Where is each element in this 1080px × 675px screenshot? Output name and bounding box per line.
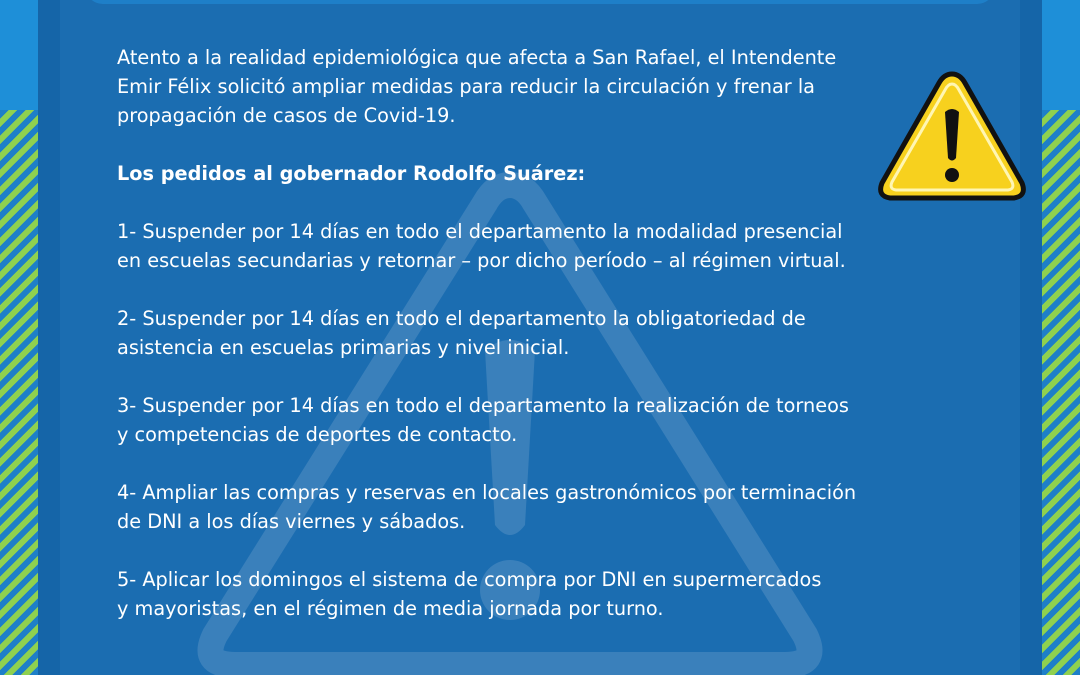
left-stripe-top [0,0,38,110]
request-item-3: 3- Suspender por 14 días en todo el departamento la realización de torneos y competencias de deportes de contacto. [117,394,849,446]
right-stripe-top [1042,0,1080,110]
request-item-4: 4- Ampliar las compras y reservas en locales gastronómicos por terminación de DNI a los días viernes y sábados. [117,481,857,533]
request-item-1: 1- Suspender por 14 días en todo el departamento la modalidad presencial en escuelas secundarias y retornar – por dicho período – al régimen virtual. [117,220,846,272]
request-item-2: 2- Suspender por 14 días en todo el departamento la obligatoriedad de asistencia en escuelas primarias y nivel inicial. [117,307,806,359]
requests-heading: Los pedidos al gobernador Rodolfo Suárez: [117,162,586,185]
announcement-text [117,43,997,652]
top-bar [85,0,995,4]
intro-paragraph: Atento a la realidad epidemiológica que afecta a San Rafael, el Intendente Emir Félix solicitó ampliar medidas para reducir la circulación y frenar la propagación de casos de Covid-19. [117,46,837,127]
request-item-5: 5- Aplicar los domingos el sistema de compra por DNI en supermercados y mayoristas, en el régimen de media jornada por turno. [117,568,822,620]
